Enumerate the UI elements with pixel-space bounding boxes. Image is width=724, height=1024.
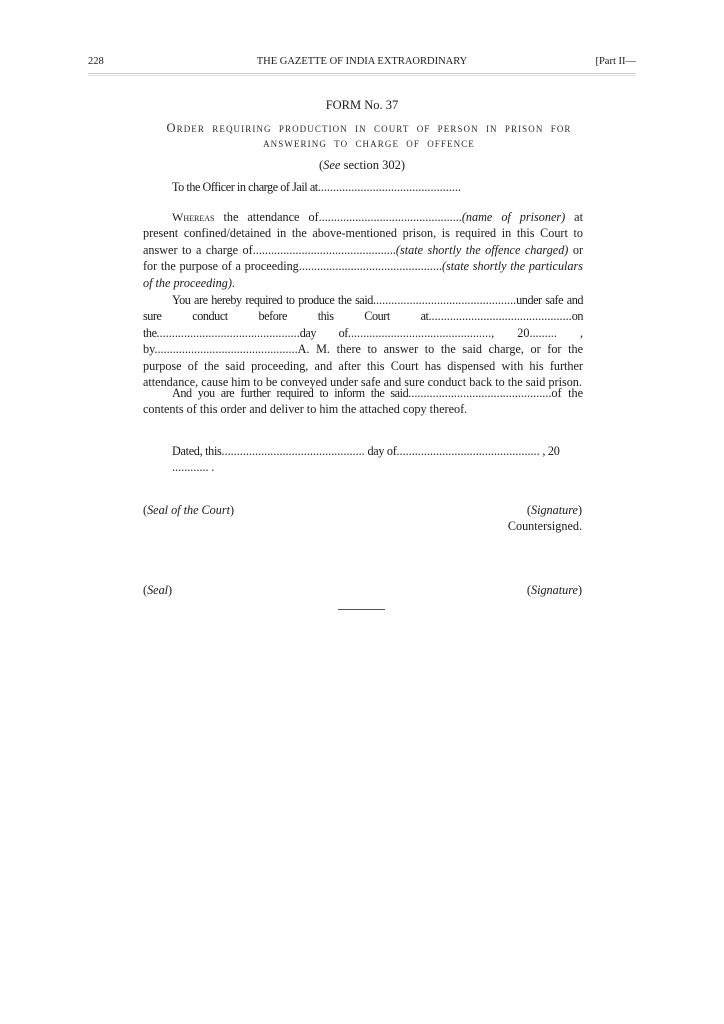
hereby-text-3: on the: [143, 309, 583, 340]
whereas-paragraph: [143, 209, 583, 291]
dated-text-4: .: [208, 460, 215, 475]
to-officer-line: [172, 179, 592, 195]
see-open-paren: (: [318, 158, 324, 172]
proceeding-note: (state shortly the particulars of the proceeding): [143, 259, 584, 290]
dated-line: [172, 443, 592, 476]
see-section-text: section 302): [340, 158, 406, 172]
time-blank[interactable]: ...............................................: [154, 342, 298, 357]
see-italic: See: [323, 158, 341, 172]
further-paragraph: [143, 385, 583, 418]
seal-open: (: [143, 583, 148, 597]
signature-label-1: [527, 502, 582, 518]
whereas-text-3: or for the purpose of a proceeding: [143, 242, 584, 274]
signature-1-close: ): [577, 503, 582, 517]
inform-person-blank[interactable]: ...............................................: [408, 386, 552, 400]
hereby-text-4: day of: [299, 325, 348, 340]
produce-person-blank[interactable]: ...............................................: [372, 293, 517, 307]
jail-location-blank[interactable]: ...............................................: [317, 180, 461, 194]
form-heading-text: rder requiring production in court of person in prison for answering to charge of offence: [176, 121, 572, 150]
proceeding-blank[interactable]: ...............................................: [298, 259, 442, 274]
part-label: [Part II—: [595, 56, 636, 67]
whereas-word: [172, 210, 214, 224]
dated-year-blank[interactable]: ............: [172, 460, 209, 475]
prisoner-name-note: (name of prisoner): [461, 210, 566, 224]
hereby-text-1: You are hereby required to produce the said: [172, 293, 373, 307]
whereas-text-2: at present confined/detained in the above-mentioned prison, is required in this Court to answer to a charge of: [143, 210, 583, 257]
further-text-2: of the contents of this order and deliver to him the attached copy thereof.: [143, 386, 583, 417]
offence-blank[interactable]: ...............................................: [252, 242, 396, 257]
signature-2-open: (: [526, 583, 531, 597]
day-blank[interactable]: ...............................................: [156, 325, 300, 340]
dated-text-1: Dated, this: [172, 444, 222, 458]
year-blank[interactable]: .........: [529, 325, 557, 340]
prisoner-name-blank[interactable]: ...............................................: [318, 210, 462, 224]
hereby-text-7: A. M. there to answer to the said charge, or for the purpose of the said proceeding, and after this Court has dispensed with his further attendance, cause him to be conveyed under safe and sure conduct back to the said prison.: [143, 342, 583, 390]
signature-label-2: [527, 582, 582, 598]
seal-of-court-label: [143, 502, 234, 518]
dated-text-3: , 20: [539, 444, 560, 458]
hereby-text-6: , by: [143, 325, 583, 357]
whereas-text-4: .: [231, 275, 235, 290]
seal-label: [143, 582, 172, 598]
running-head: [88, 55, 636, 69]
dated-text-2: day of: [364, 444, 397, 458]
hereby-text-5: , 20: [491, 325, 530, 340]
end-of-form-rule: [338, 609, 385, 610]
whereas-rest: hereas: [183, 210, 215, 224]
form-number: FORM No. 37: [325, 98, 399, 112]
whereas-initial: W: [172, 210, 184, 224]
gazette-title: THE GAZETTE OF INDIA EXTRAORDINARY: [256, 56, 468, 67]
seal-court-open: (: [143, 503, 148, 517]
signature-1-open: (: [526, 503, 531, 517]
seal-text: Seal: [147, 583, 169, 597]
signature-1-text: Signature: [530, 503, 578, 517]
seal-court-text: Seal of the Court: [147, 503, 231, 517]
seal-court-close: ): [230, 503, 235, 517]
court-location-blank[interactable]: ...............................................: [428, 309, 572, 324]
see-section-reference: [0, 157, 724, 173]
to-officer-text: To the Officer in charge of Jail at: [172, 180, 318, 194]
hereby-paragraph: [143, 292, 583, 390]
offence-note: (state shortly the offence charged): [395, 242, 569, 257]
signature-2-text: Signature: [530, 583, 578, 597]
whereas-text-1: the attendance of: [214, 210, 319, 224]
form-heading: [160, 121, 578, 151]
header-rule: [88, 73, 636, 76]
dated-day-blank[interactable]: ...............................................: [221, 444, 365, 458]
month-blank[interactable]: ...............................................: [347, 325, 492, 340]
countersigned-label: Countersigned.: [507, 519, 582, 533]
seal-close: ): [168, 583, 173, 597]
hereby-text-2: under safe and sure conduct before this Court at: [143, 293, 584, 324]
dated-month-blank[interactable]: ...............................................: [396, 444, 540, 458]
signature-2-close: ): [577, 583, 582, 597]
form-heading-initial: O: [166, 121, 177, 135]
page-number: 228: [88, 56, 104, 67]
further-text-1: And you are further required to inform the said: [172, 386, 409, 400]
